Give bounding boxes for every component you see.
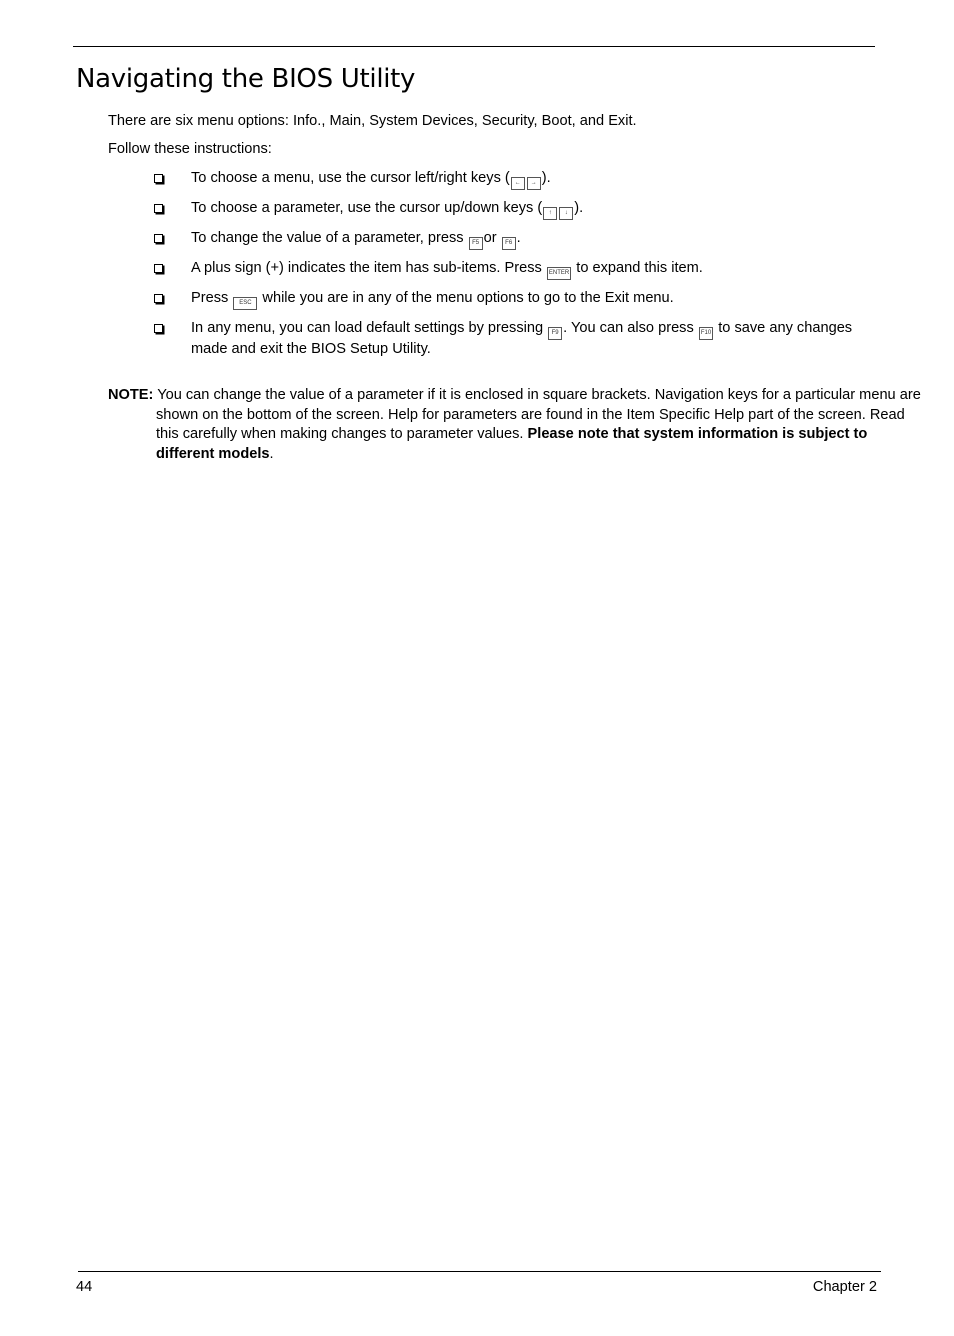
left-arrow-key-icon: ← [511,177,525,190]
note-text: You can change the value of a parameter if it is enclosed in square brackets. Navigation keys for a particular menu are shown on the bottom of the screen. Help for parameters are found in the Item Specific Help part of the screen. Read this carefully when making changes to parameter values. [153,387,921,442]
page-number: 44 [76,1279,93,1295]
checkbox-bullet-icon [154,204,163,213]
f9-key-icon: F9 [548,327,562,340]
note-paragraph: NOTE: You can change the value of a parameter if it is enclosed in square brackets. Navigation keys for a particular menu are shown on the bottom of the screen. Help for parameters are found in the Item Specific Help part of the screen. Read this carefully when making changes to parameter values. Please note that system information is subject to different models. [108,387,921,462]
list-item: Press ESC while you are in any of the menu options to go to the Exit menu. [152,289,862,310]
chapter-label: Chapter 2 [812,1279,877,1295]
list-item: A plus sign (+) indicates the item has sub-items. Press ENTER to expand this item. [152,259,862,280]
checkbox-bullet-icon [154,294,163,303]
checkbox-bullet-icon [154,174,163,183]
checkbox-bullet-icon [154,234,163,243]
checkbox-bullet-icon [154,264,163,273]
up-arrow-key-icon: ↑ [543,207,557,220]
instruction-list [152,169,862,359]
list-item: In any menu, you can load default settings by pressing F9 . You can also press F10 to save any changes made and exit the BIOS Setup Utility. [152,319,862,359]
enter-key-icon: ENTER [547,267,571,280]
instructions-lead: Follow these instructions: [108,141,272,157]
checkbox-bullet-icon [154,324,163,333]
top-rule [73,46,875,47]
f10-key-icon: F10 [699,327,713,340]
page-title: Navigating the BIOS Utility [76,64,416,94]
note-label: NOTE: [108,387,154,403]
list-item: To change the value of a parameter, press F5 or F6 . [152,229,862,250]
f6-key-icon: F6 [502,237,516,250]
f5-key-icon: F5 [469,237,483,250]
intro-paragraph: There are six menu options: Info., Main, System Devices, Security, Boot, and Exit. [108,113,637,129]
footer-rule [78,1271,881,1272]
right-arrow-key-icon: → [527,177,541,190]
list-item: To choose a parameter, use the cursor up/down keys ( ↑ ↓ ). [152,199,862,220]
note-emphasis: Please note that system information is subject to different models [156,426,868,462]
esc-key-icon: ESC [233,297,257,310]
down-arrow-key-icon: ↓ [559,207,573,220]
list-item: To choose a menu, use the cursor left/right keys ( ← → ). [152,169,862,190]
